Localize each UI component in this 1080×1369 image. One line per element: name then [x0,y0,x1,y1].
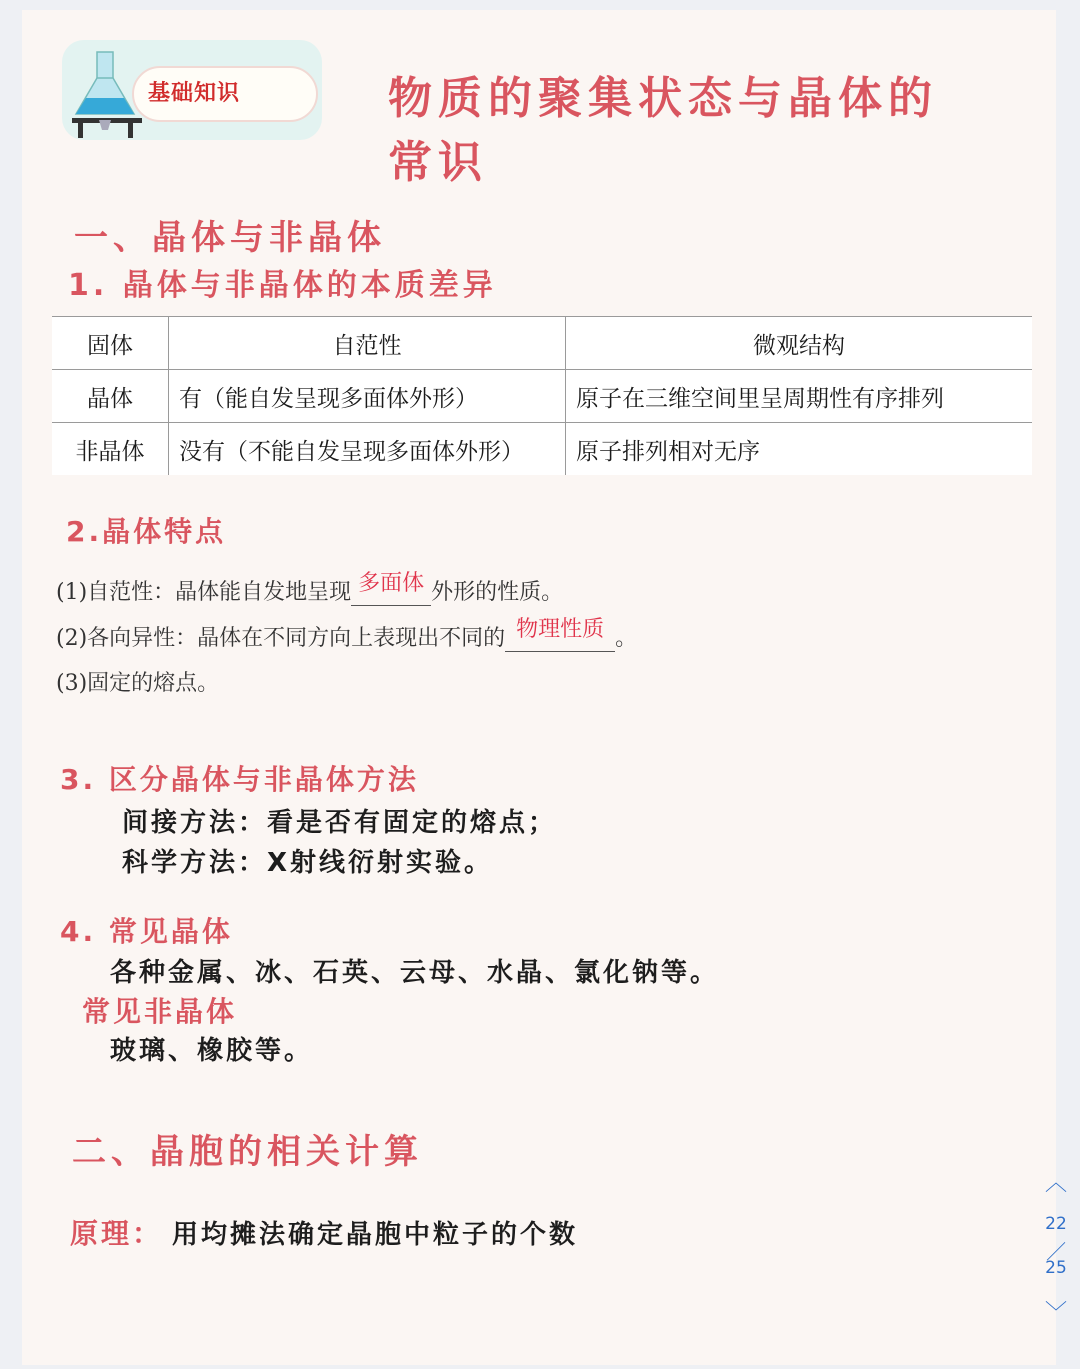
subheading-3: 3. 区分晶体与非晶体方法 [60,763,419,796]
subheading-4: 4. 常见晶体 [60,915,233,948]
method-scientific: 科学方法：X射线衍射实验。 [122,848,494,878]
subheading-2: 2.晶体特点 [66,515,227,548]
section-1-heading: 一、晶体与非晶体 [74,218,386,258]
page-down-button[interactable]: ﹀ [1044,1301,1067,1326]
table-row [52,423,1032,476]
table-header-cell: 自范性 [169,317,566,370]
answer-blank: 多面体 [351,574,431,606]
note-page [22,10,1056,1365]
table-header-cell: 固体 [52,317,169,370]
table-cell: 原子在三维空间里呈周期性有序排列 [566,370,1033,423]
page-title-line-2: 常识 [388,137,488,188]
feature-3: (3)固定的熔点。 [56,671,220,696]
principle-text: 用均摊法确定晶胞中粒子的个数 [172,1220,579,1250]
section-2-heading: 二、晶胞的相关计算 [72,1132,423,1172]
common-crystals: 各种金属、冰、石英、云母、水晶、氯化钠等。 [110,958,720,988]
table-header-row [52,317,1032,370]
table-cell: 晶体 [52,370,169,423]
page-current: 22 [1045,1214,1067,1234]
table-cell: 非晶体 [52,423,169,476]
page-up-button[interactable]: ︿ [1044,1171,1067,1196]
table-row [52,370,1032,423]
method-indirect: 间接方法：看是否有固定的熔点； [122,808,558,838]
table-cell: 有（能自发呈现多面体外形） [169,370,566,423]
common-amorphous: 玻璃、橡胶等。 [110,1036,314,1066]
page-title-line-1: 物质的聚集状态与晶体的 [388,73,938,124]
subheading-1: 1. 晶体与非晶体的本质差异 [68,268,497,303]
page-total: 25 [1045,1258,1067,1278]
page-separator: ／ [1046,1240,1066,1264]
table-cell: 没有（不能自发呈现多面体外形） [169,423,566,476]
answer-blank: 物理性质 [505,620,615,652]
section-badge [62,40,322,140]
subheading-5: 常见非晶体 [82,995,238,1028]
comparison-table [52,316,1032,475]
table-header-cell: 微观结构 [566,317,1033,370]
feature-2: (2)各向异性：晶体在不同方向上表现出不同的 物理性质 。 [56,617,638,651]
badge-label: 基础知识 [148,81,241,106]
principle-label: 原理： [70,1217,164,1250]
table-cell: 原子排列相对无序 [576,438,760,465]
feature-1: (1)自范性：晶体能自发地呈现 多面体 外形的性质。 [56,571,564,605]
